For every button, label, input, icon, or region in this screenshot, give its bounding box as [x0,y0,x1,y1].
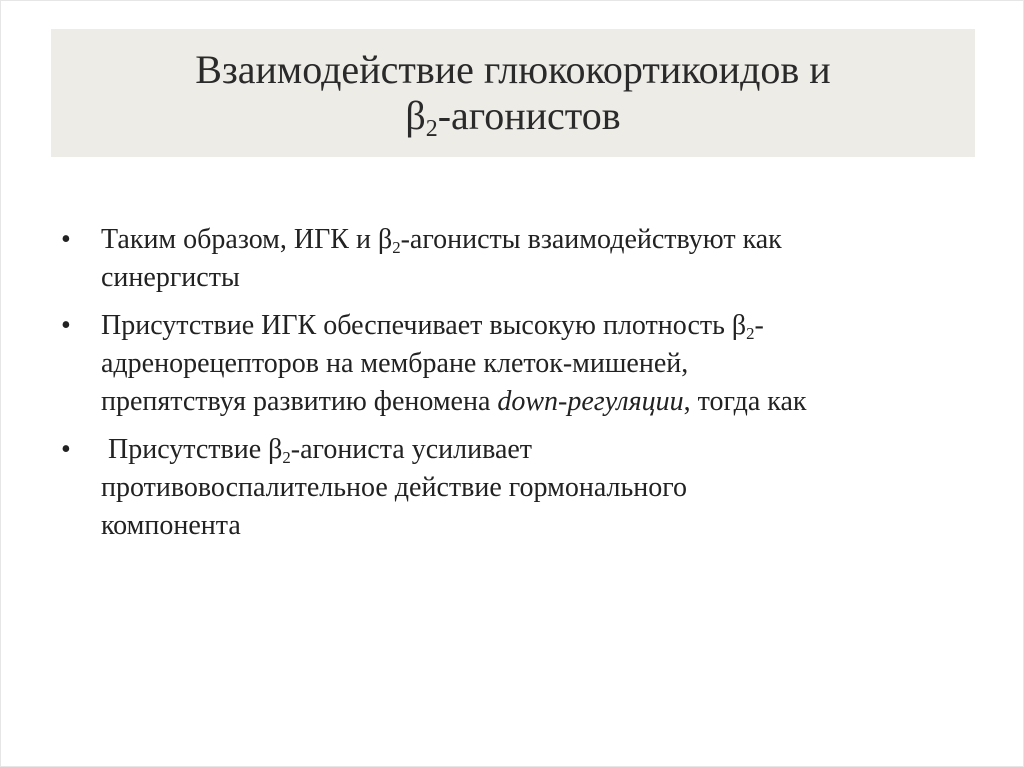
bullet-icon: • [61,310,71,341]
subscript: 2 [282,448,291,468]
bullet-list [61,221,971,555]
title-line-2 [405,93,621,143]
bullet-icon: • [61,224,71,255]
title-box [51,29,975,157]
text-segment: Присутствие ИГК обеспечивает высокую плотность β [101,310,747,341]
text-segment: , тогда как [683,386,807,417]
subscript: 2 [392,238,401,258]
bullet-3-line-2: противовоспалительное действие гормонального [101,472,688,503]
bullet-3-line-1 [101,431,971,469]
beta-symbol: β [405,93,426,138]
bullet-3-line-3: компонента [101,510,241,541]
text-segment: Присутствие β [101,434,283,465]
title-line-2-rest: -агонистов [437,93,621,138]
italic-term: down-регуляции [497,386,684,417]
text-segment: - [754,310,764,341]
title-line-1: Взаимодействие глюкокортикоидов и [195,47,831,92]
bullet-1-line-2: синергисты [101,262,240,293]
subscript: 2 [746,324,755,344]
bullet-icon: • [61,434,71,465]
text-segment: Таким образом, ИГК и β [101,224,393,255]
text-segment: препятствуя развитию феномена [101,386,498,417]
bullet-item-3 [61,431,971,545]
subscript: 2 [425,116,438,143]
bullet-2-line-3 [101,383,971,421]
text-segment: -агонисты взаимодействуют как [400,224,782,255]
bullet-item-1 [61,221,971,297]
bullet-1-line-1 [101,221,971,259]
bullet-2-line-2: адренорецепторов на мембране клеток-мишеней, [101,348,689,379]
text-segment: -агониста усиливает [290,434,533,465]
bullet-item-2 [61,307,971,421]
bullet-2-line-1 [101,307,971,345]
